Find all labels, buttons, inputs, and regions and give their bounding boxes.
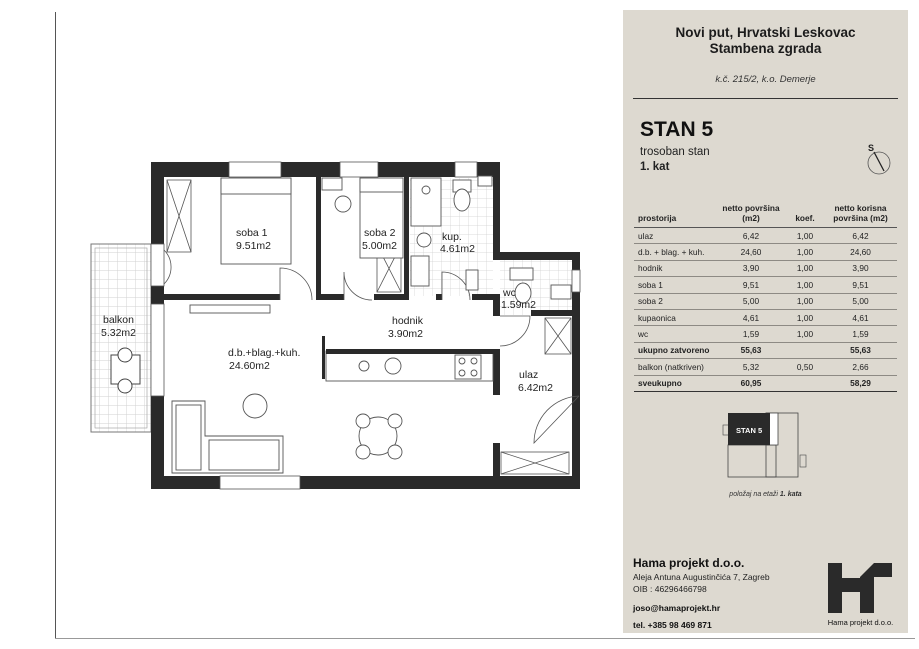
table-row-total: sveukupno 60,95 58,29	[634, 375, 897, 391]
company-name: Hama projekt d.o.o.	[633, 556, 745, 570]
room-area-hodnik: 3.90m2	[388, 328, 424, 340]
room-label-hodnik: hodnik	[392, 315, 423, 327]
table-row: balkon (natkriven) 5,32 0,50 2,66	[634, 359, 897, 375]
table-row: ulaz 6,42 1,00 6,42	[634, 228, 897, 244]
col-header-net-area: netto površina (m2)	[716, 203, 786, 228]
info-panel	[623, 10, 908, 633]
apartment-name: STAN 5	[640, 118, 714, 141]
room-area-dnevni: 24.60m2	[229, 360, 270, 372]
room-label-balkon: balkon	[103, 314, 134, 326]
table-row: kupaonica 4,61 1,00 4,61	[634, 309, 897, 325]
key-plan-caption: položaj na etaži 1. kata	[729, 491, 802, 498]
table-row: soba 2 5,00 1,00 5,00	[634, 293, 897, 309]
company-phone[interactable]: tel. +385 98 469 871	[633, 620, 712, 630]
area-table	[634, 203, 897, 392]
company-oib: OIB : 46296466798	[633, 584, 707, 594]
room-label-dnevni: d.b.+blag.+kuh.	[228, 347, 301, 359]
room-area-wc: 1.59m2	[501, 299, 537, 311]
divider	[633, 98, 898, 99]
project-subtitle: Stambena zgrada	[709, 41, 822, 56]
room-area-balkon: 5.32m2	[101, 327, 137, 339]
room-label-wc: wc	[503, 287, 516, 299]
room-area-kup: 4.61m2	[440, 243, 476, 255]
room-area-ulaz: 6.42m2	[518, 382, 554, 394]
room-label-ulaz: ulaz	[519, 369, 539, 381]
table-row-subtotal: ukupno zatvoreno 55,63 55,63	[634, 342, 897, 358]
room-label-soba1: soba 1	[236, 227, 268, 239]
table-row: hodnik 3,90 1,00 3,90	[634, 260, 897, 276]
apartment-type: trosoban stan	[640, 146, 710, 158]
apartment-floor: 1. kat	[640, 161, 670, 173]
col-header-room: prostorija	[634, 203, 716, 228]
company-email[interactable]: joso@hamaprojekt.hr	[633, 603, 721, 613]
room-label-kup: kup.	[442, 231, 462, 243]
col-header-coef: koef.	[786, 203, 824, 228]
room-area-soba2: 5.00m2	[362, 240, 398, 252]
project-title: Novi put, Hrvatski Leskovac	[675, 25, 856, 40]
kitchen-partition	[322, 336, 325, 379]
table-row: soba 1 9,51 1,00 9,51	[634, 277, 897, 293]
table-row: d.b. + blag. + kuh. 24,60 1,00 24,60	[634, 244, 897, 260]
company-logo-icon	[822, 560, 897, 615]
balcony-chair	[118, 379, 132, 393]
kitchen-wall	[326, 349, 496, 354]
logo-caption: Hama projekt d.o.o.	[827, 618, 894, 627]
room-area-soba1: 9.51m2	[236, 240, 272, 252]
balcony-chair	[118, 348, 132, 362]
room-label-soba2: soba 2	[364, 227, 396, 239]
svg-text:S: S	[868, 143, 875, 153]
key-plan	[718, 410, 818, 485]
north-arrow-icon	[866, 140, 896, 180]
key-plan-label: STAN 5	[736, 426, 763, 435]
parcel-info: k.č. 215/2, k.o. Demerje	[715, 74, 816, 85]
company-address: Aleja Antuna Augustinčića 7, Zagreb	[633, 572, 770, 582]
furniture	[172, 176, 571, 473]
col-header-net-usable: netto korisna površina (m2)	[824, 203, 897, 228]
table-row: wc 1,59 1,00 1,59	[634, 326, 897, 342]
